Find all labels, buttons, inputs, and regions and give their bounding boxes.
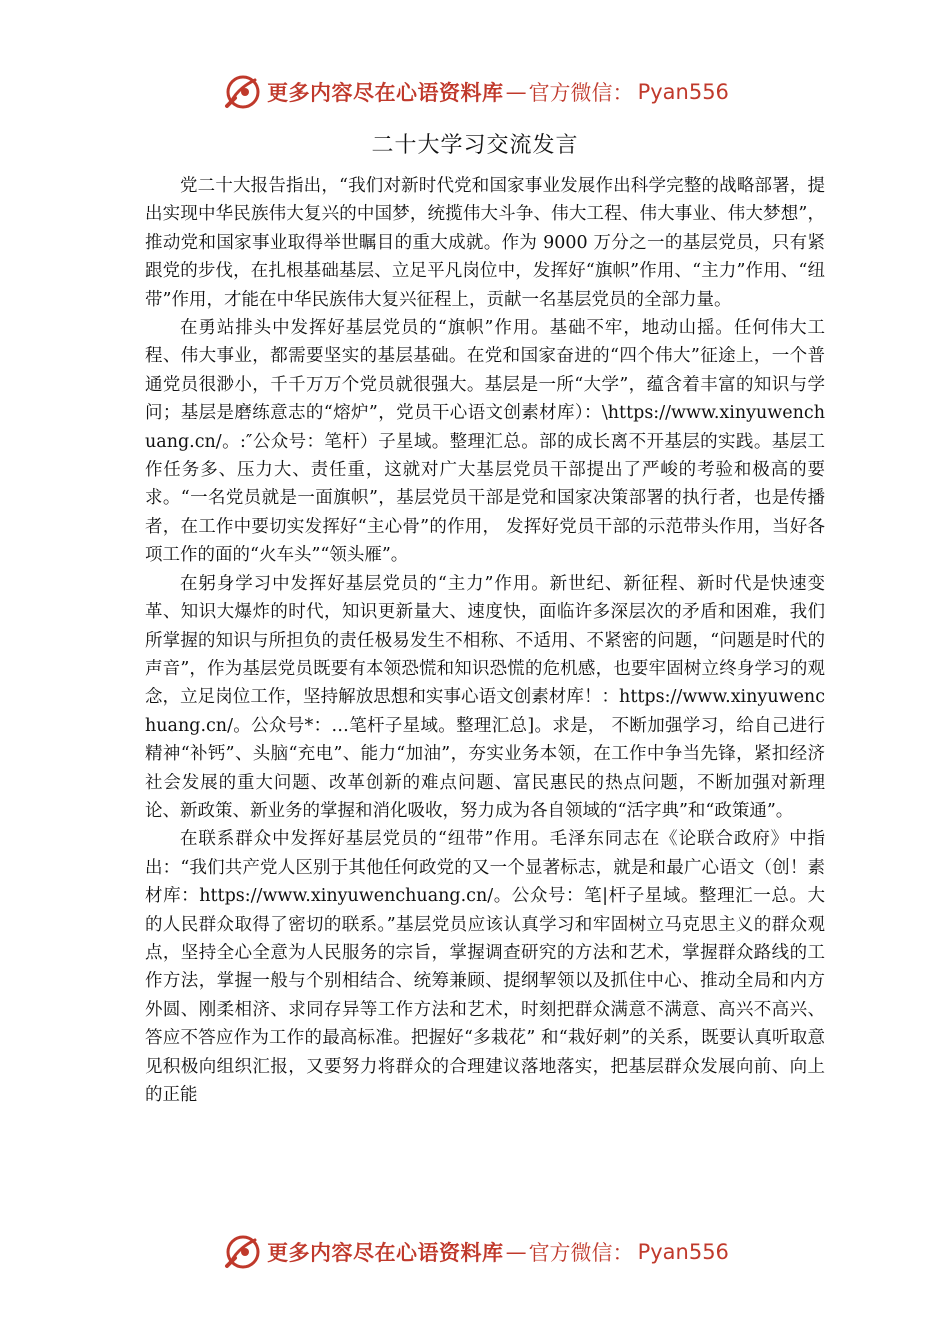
- document-body: [145, 172, 825, 1109]
- watermark-official-label: 官方微信：: [528, 1241, 634, 1265]
- watermark-brand-text: 更多内容尽在心语资料库: [267, 80, 504, 105]
- brand-logo-icon: [221, 1232, 261, 1272]
- watermark-banner-top: [0, 70, 950, 114]
- watermark-separator: —: [505, 1240, 527, 1264]
- paragraph-4: 在联系群众中发挥好基层党员的“纽带”作用。毛泽东同志在《论联合政府》中指出：“我们共产党人区别于其他任何政党的又一个显著标志，就是和最广心语文（创！素材库：https://www.xinyuwenchuang.cn/。公众号：笔|杆子星域。整理汇一总。大的人民群众取得了密切的联系。”基层党员应该认真学习和牢固树立马克思主义的群众观点，坚持全心全意为人民服务的宗旨，掌握调查研究的方法和艺术，掌握群众路线的工作方法，掌握一般与个别相结合、统筹兼顾、提纲挈领以及抓住中心、推动全局和内方外圆、刚柔相济、求同存异等工作方法和艺术，时刻把群众满意不满意、高兴不高兴、答应不答应作为工作的最高标准。把握好“多栽花” 和“栽好刺”的关系，既要认真听取意见积极向组织汇报，又要努力将群众的合理建议落地落实，把基层群众发展向前、向上的正能: [145, 829, 825, 1105]
- paragraph-3: 在躬身学习中发挥好基层党员的“主力”作用。新世纪、新征程、新时代是快速变革、知识大爆炸的时代，知识更新量大、速度快，面临许多深层次的矛盾和困难，我们所掌握的知识与所担负的责任极易发生不相称、不适用、不紧密的问题，“问题是时代的声音”，作为基层党员既要有本领恐慌和知识恐慌的危机感，也要牢固树立终身学习的观念，立足岗位工作，坚持解放思想和实事心语文创素材库！：https://www.xinyuwenchuang.cn/。公众号*：…笔杆子星域。整理汇总]。求是， 不断加强学习，给自己进行精神“补钙”、头脑“充电”、能力“加油”，夯实业务本领，在工作中争当先锋，紧扣经济社会发展的重大问题、改革创新的难点问题、富民惠民的热点问题，不断加强对新理论、新政策、新业务的掌握和消化吸收，努力成为各自领域的“活字典”和“政策通”。: [145, 573, 825, 821]
- watermark-official-label: 官方微信：: [528, 81, 634, 105]
- watermark-wechat-id: Pyan556: [637, 80, 729, 104]
- paragraph-2: 在勇站排头中发挥好基层党员的“旗帜”作用。基础不牢，地动山摇。任何伟大工程、伟大事业，都需要坚实的基层基础。在党和国家奋进的“四个伟大”征途上，一个普通党员很渺小，千千万万个党员就很强大。基层是一所“大学”，蕴含着丰富的知识与学问；基层是磨练意志的“熔炉”，党员干心语文创素材库）：\https://www.xinyuwenchuang.cn/。:″公众号：笔杆）子星域。整理汇总。部的成长离不开基层的实践。基层工作任务多、压力大、责任重，这就对广大基层党员干部提出了严峻的考验和极高的要求。“一名党员就是一面旗帜”，基层党员干部是党和国家决策部署的执行者，也是传播者，在工作中要切实发挥好“主心骨”的作用， 发挥好党员干部的示范带头作用，当好各项工作的面的“火车头”“领头雁”。: [145, 318, 825, 566]
- watermark-separator: —: [505, 80, 527, 104]
- watermark-banner-bottom: [0, 1230, 950, 1274]
- brand-logo-icon: [221, 72, 261, 112]
- document-title: 二十大学习交流发言: [371, 133, 579, 158]
- watermark-wechat-id: Pyan556: [637, 1240, 729, 1264]
- paragraph-1: 党二十大报告指出，“我们对新时代党和国家事业发展作出科学完整的战略部署，提出实现中华民族伟大复兴的中国梦，统揽伟大斗争、伟大工程、伟大事业、伟大梦想”，推动党和国家事业取得举世瞩目的重大成就。作为 9000 万分之一的基层党员，只有紧跟党的步伐，在扎根基础基层、立足平凡岗位中，发挥好“旗帜”作用、“主力”作用、“纽带”作用，才能在中华民族伟大复兴征程上，贡献一名基层党员的全部力量。: [145, 176, 825, 310]
- watermark-brand-text: 更多内容尽在心语资料库: [267, 1240, 504, 1265]
